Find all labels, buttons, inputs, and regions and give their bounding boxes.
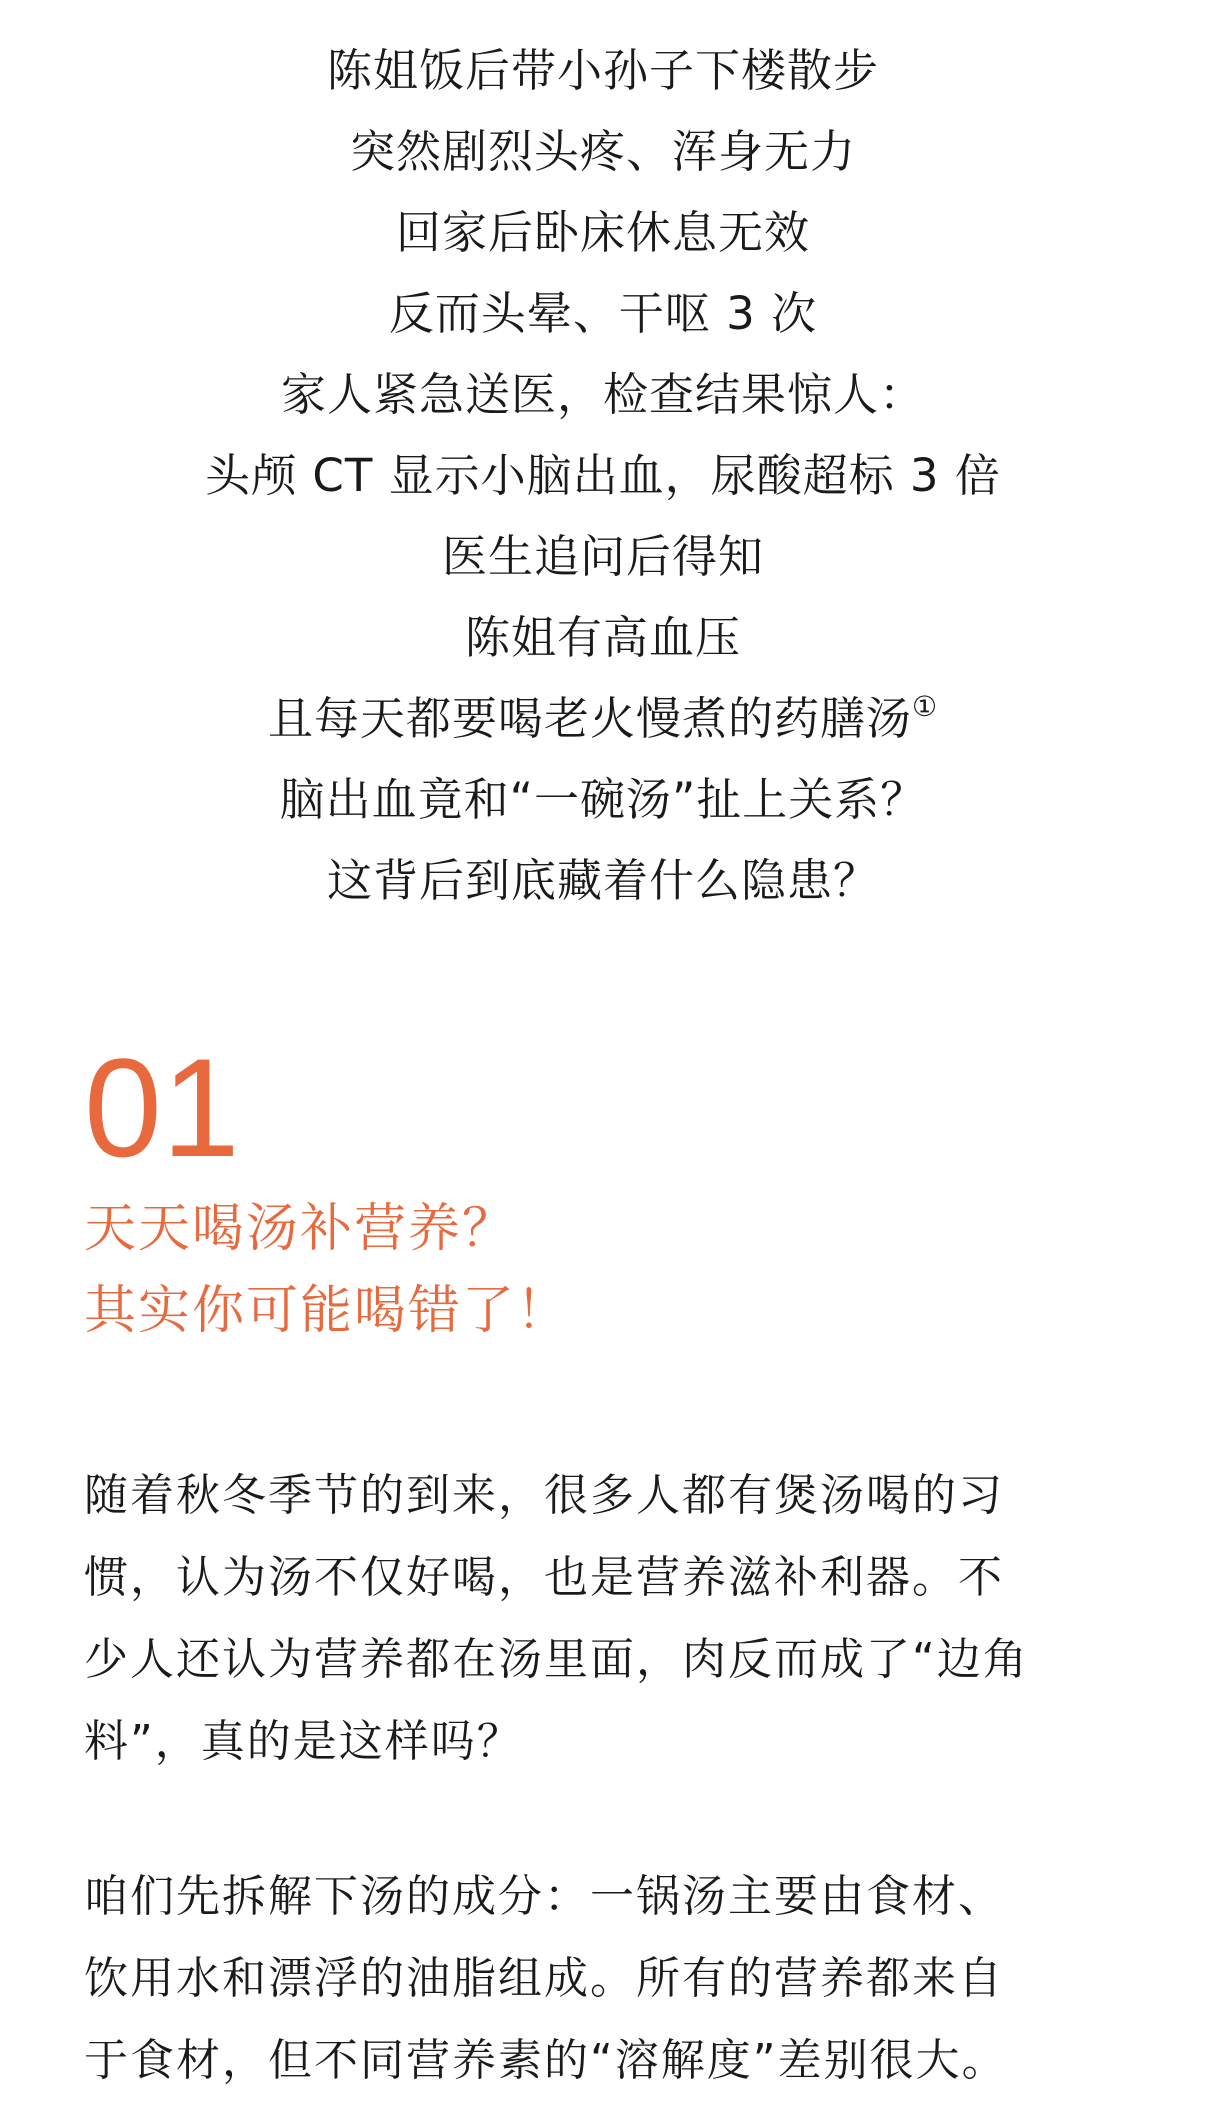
section-title (84, 1188, 570, 1352)
section-title-line: 其实你可能喝错了！ (84, 1281, 571, 1341)
intro-line: 这背后到底藏着什么隐患？ (326, 854, 879, 907)
paragraph-line: 于食材，但不同营养素的“溶解度”差别很大。 (84, 2035, 1008, 2086)
paragraph-line: 少人还认为营养都在汤里面，肉反而成了“边角 (84, 1634, 1029, 1685)
intro-line: 医生追问后得知 (441, 530, 764, 583)
section-number: 01 (84, 1029, 240, 1186)
body-paragraph (84, 1455, 1124, 1783)
intro-line: 头颅 CT 显示小脑出血，尿酸超标 3 倍 (205, 449, 1001, 502)
intro-line-text: 且每天都要喝老火慢煮的药膳汤 (267, 692, 912, 745)
paragraph-line: 饮用水和漂浮的油脂组成。所有的营养都来自 (84, 1953, 1004, 2004)
body-paragraph (84, 1856, 1124, 2102)
section-title-line: 天天喝汤补营养？ (84, 1199, 517, 1259)
intro-line: 家人紧急送医，检查结果惊人： (280, 368, 925, 421)
paragraph-line: 随着秋冬季节的到来，很多人都有煲汤喝的习 (84, 1470, 1004, 1521)
footnote-mark[interactable]: ① (911, 690, 939, 723)
paragraph-line: 咱们先拆解下汤的成分：一锅汤主要由食材、 (84, 1871, 1004, 1922)
intro-line: 反而头晕、干呕 3 次 (388, 287, 818, 340)
intro-line-with-footnote (0, 678, 1206, 759)
intro-lines (0, 30, 1206, 921)
intro-line: 回家后卧床休息无效 (395, 206, 810, 259)
intro-line: 陈姐饭后带小孙子下楼散步 (326, 44, 879, 97)
paragraph-line: 惯，认为汤不仅好喝，也是营养滋补利器。不 (84, 1552, 1004, 1603)
intro-line: 突然剧烈头疼、浑身无力 (349, 125, 856, 178)
intro-line: 陈姐有高血压 (464, 611, 741, 664)
paragraph-line: 料”，真的是这样吗？ (84, 1716, 523, 1767)
intro-line: 脑出血竟和“一碗汤”扯上关系？ (279, 773, 927, 826)
